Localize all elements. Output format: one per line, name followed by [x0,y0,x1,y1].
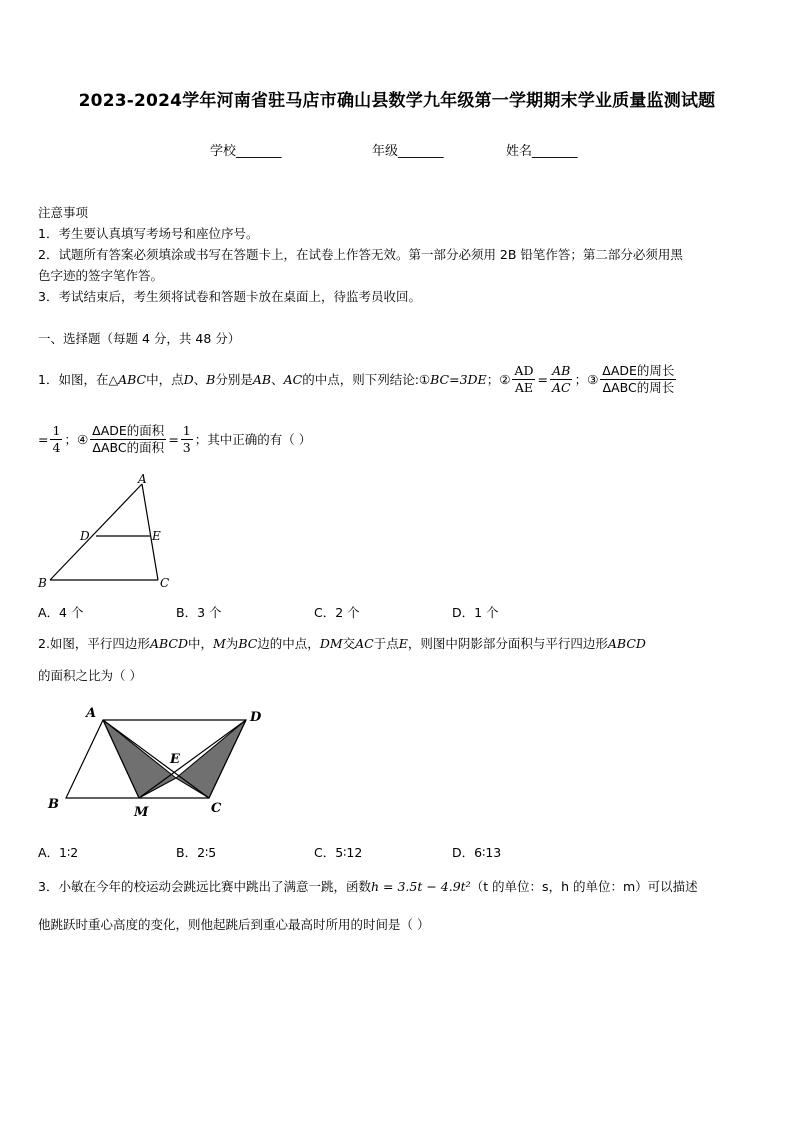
q3-text-b: （t 的单位：s，h 的单位：m）可以描述 [470,879,698,894]
q1-frac-num: AB [552,362,571,378]
q1-circle-2: ② [499,371,511,387]
q2-text-e: 交 [342,636,356,651]
q2-option-a[interactable]: A．1∶2 [38,845,79,860]
q2-line-2: 的面积之比为（ ） [38,668,142,683]
q1-abc: ABC [118,371,147,387]
q2-option-c[interactable]: C．5∶12 [314,845,363,860]
q3-text-a: 3．小敏在今年的校运动会跳远比赛中跳出了满意一跳，函数 [38,879,371,894]
q1-semicolon-1: ； [486,372,500,387]
q1-segment-ab: AB [252,371,272,387]
q1-equals-3: = [168,431,179,447]
page-title: 2023-2024学年河南省驻马店市确山县数学九年级第一学期期末学业质量监测试题 [78,91,716,111]
q1-option-b[interactable]: B．3 个 [176,605,222,620]
q1-frac-num: ΔADE的面积 [92,422,165,438]
q1-fraction-perimeter [600,363,676,396]
q1-point-d: D [183,371,194,387]
q1-fraction-ab-ac [550,363,573,396]
q3-line-2: 他跳跃时重心高度的变化，则他起跳后到重心最高时所用的时间是（ ） [38,917,430,932]
label-d: D [80,529,90,543]
q1-circle-1: ① [418,371,431,387]
q1-frac-num: AD [514,362,534,378]
q1-frac-den: ΔABC的面积 [92,439,165,455]
q1-equals-2: = [38,431,49,447]
q1-intro-c: 分别是 [215,372,253,387]
shaded-triangle-dec [176,720,246,798]
label-b: B [38,576,47,590]
q1-fraction-one-third [181,423,193,456]
label-d: D [250,710,262,725]
shaded-triangle-aem [103,720,176,798]
q2-option-b[interactable]: B．2∶5 [176,845,217,860]
label-m: M [134,805,149,820]
q1-segment-ac: AC [283,371,303,387]
q1-frac-num: ΔADE的周长 [602,362,675,378]
label-c: C [211,801,222,816]
section-heading: 一、选择题（每题 4 分，共 48 分） [38,331,241,346]
label-a: A [138,472,147,486]
label-c: C [160,576,170,590]
q2-bc: BC [238,636,258,651]
q1-frac-den: AE [514,379,534,395]
q2-abcd: ABCD [149,636,188,651]
q2-dm: DM [319,636,343,651]
label-e: E [152,529,161,543]
q2-text-d: 边的中点， [257,636,320,651]
q1-intro-b: 中，点 [146,372,184,387]
notes-heading: 注意事项 [38,205,89,220]
q2-line-1 [38,634,646,652]
q2-e: E [398,636,408,651]
q1-option-d[interactable]: D．1 个 [452,605,499,620]
q1-tail: ；其中正确的有（ ） [194,432,312,447]
q1-frac-num: 1 [52,422,61,438]
q1-fraction-one-quarter [50,423,62,456]
q2-text-g: ，则图中阴影部分面积与平行四边形 [407,636,608,651]
school-field: 学校_______ [210,144,282,159]
q2-text-f: 于点 [373,636,399,651]
q1-line-2 [38,418,311,460]
segment-ab [50,484,142,580]
q1-fraction-ad-ae [512,363,535,396]
q2-abcd-2: ABCD [607,636,646,651]
grade-field: 年级_______ [372,144,444,159]
q1-circle-3: ③ [587,371,599,387]
q1-option-c[interactable]: C．2 个 [314,605,360,620]
q1-intro-a: 1．如图，在△ [38,372,119,387]
q1-sep-2: 、 [271,372,284,387]
q1-circle-4: ④ [76,431,89,447]
notes-item-2-line-1: 2．试题所有答案必须填涂或书写在答题卡上，在试卷上作答无效。第一部分必须用 2B 铅笔作答；第二部分必须用黑 [38,247,683,262]
q1-triangle-figure [30,470,180,595]
q1-line-1 [38,358,678,400]
q1-frac-den: ΔABC的周长 [602,379,675,395]
q2-m: M [212,636,226,651]
q1-fraction-area [90,423,166,456]
q2-ac: AC [355,636,374,651]
q1-option-a[interactable]: A．4 个 [38,605,84,620]
label-e: E [170,752,180,767]
label-b: B [48,797,59,812]
notes-item-2-line-2: 色字迹的签字笔作答。 [38,268,164,283]
q1-sep-1: 、 [193,372,207,387]
q1-point-b: B [206,371,216,387]
notes-item-3: 3．考试结束后，考生须将试卷和答题卡放在桌面上，待监考员收回。 [38,289,421,304]
q1-semicolon-2: ； [574,372,588,387]
q1-frac-den: AC [551,379,571,395]
q1-frac-num: 1 [182,422,191,438]
q1-semicolon-3: ； [64,432,77,447]
q2-text-a: 2.如图，平行四边形 [38,636,150,651]
q3-formula: h = 3.5t − 4.9t² [370,879,471,894]
q1-frac-den: 4 [52,439,61,455]
q3-line-1 [38,877,698,895]
q2-text-b: 中， [187,636,213,651]
q1-intro-d: 的中点，则下列结论: [302,372,419,387]
notes-item-1: 1．考生要认真填写考场号和座位序号。 [38,226,259,241]
q2-parallelogram-figure [40,700,280,825]
q1-conclusion-1: BC=3DE [430,371,487,387]
q1-frac-den: 3 [182,439,191,455]
q2-option-d[interactable]: D．6∶13 [452,845,502,860]
q2-text-c: 为 [225,636,239,651]
q1-equals: = [537,371,548,387]
name-field: 姓名_______ [506,144,578,159]
label-a: A [86,706,97,721]
